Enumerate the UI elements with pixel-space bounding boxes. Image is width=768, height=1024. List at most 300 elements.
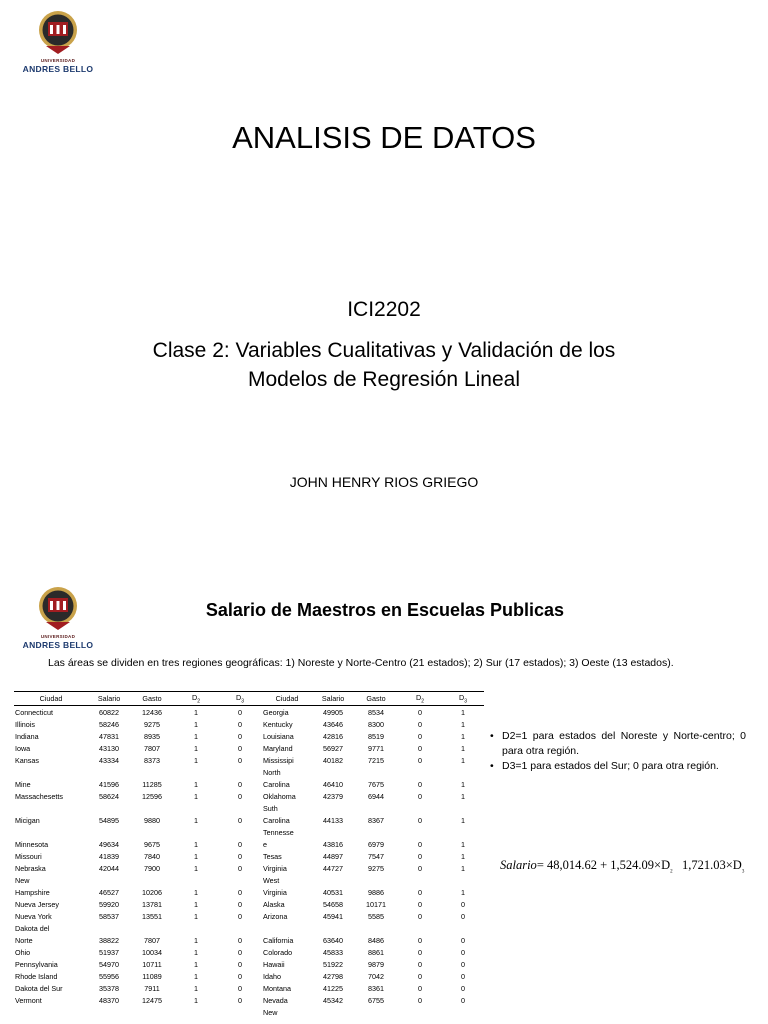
table-cell-value: 0 [418,983,422,993]
table-cell-state: Connecticut [15,707,53,717]
table-cell-value: 46527 [99,887,119,897]
table-cell-value: 8300 [368,719,384,729]
table-cell-value: 43334 [99,755,119,765]
table-cell-value [130,766,174,778]
column-header-label: D [236,693,242,702]
table-cell-value: 45833 [323,947,343,957]
table-cell-value: 8534 [368,707,384,717]
table-row [14,802,484,814]
table-cell-value [354,826,398,838]
column-header [130,692,174,706]
table-cell-value: 1 [461,755,465,765]
table-cell-state: Nueva York [15,911,52,921]
table-cell-value: 1 [194,887,198,897]
table-cell-value [218,922,262,934]
table-cell-value [130,1006,174,1018]
table-cell-value: 0 [418,947,422,957]
table-cell-value [88,874,130,886]
table-row [14,910,484,922]
university-logo [18,584,98,650]
table-cell-value: 10171 [366,899,386,909]
slide-title: Salario de Maestros en Escuelas Publicas [205,600,565,620]
table-cell-value: 41839 [99,851,119,861]
table-cell-value: 6755 [368,995,384,1005]
table-cell-value: 1 [194,839,198,849]
table-row [14,790,484,802]
table-row [14,838,484,850]
table-cell-state: Massachesetts [15,791,63,801]
table-cell-state: Hampshire [15,887,50,897]
table-cell-state: Colorado [263,947,293,957]
table-cell-value: 0 [238,719,242,729]
table-cell-value [442,1006,484,1018]
table-cell-value: 58246 [99,719,119,729]
table-cell-state [14,1006,88,1018]
table-cell-value: 43130 [99,743,119,753]
column-header [174,692,218,706]
table-cell-value: 40182 [323,755,343,765]
table-cell-value: 8519 [368,731,384,741]
table-cell-value: 7675 [368,779,384,789]
intro-text: Las áreas se dividen en tres regiones geográficas: 1) Noreste y Norte-Centro (21 estados); 2) Sur (17 estados); 3) Oeste (13 estados). [48,657,674,669]
university-crest-icon [37,8,79,56]
column-header-label: D [192,693,198,702]
table-cell-value [398,766,442,778]
formula-sub-2: 3 [741,869,745,875]
table-cell-value: 1 [461,851,465,861]
column-header [14,692,88,706]
table-cell-value: 7807 [144,935,160,945]
table-cell-value: 0 [461,911,465,921]
table-cell-value: 0 [238,971,242,981]
subtitle-line-1: Clase 2: Variables Cualitativas y Validación de los [152,339,616,362]
table-cell-state: Indiana [15,731,39,741]
table-cell-value: 9879 [368,959,384,969]
table-cell-state: Nueva Jersey [15,899,59,909]
table-cell-value: 43646 [323,719,343,729]
table-cell-state: Hawaii [263,959,285,969]
table-cell-value [312,766,354,778]
table-cell-value [354,766,398,778]
presentation-title: ANALISIS DE DATOS [232,120,536,155]
table-cell-value: 1 [194,779,198,789]
table-cell-value: 0 [418,839,422,849]
table-cell-value: 41596 [99,779,119,789]
table-cell-value: 0 [461,971,465,981]
table-row [14,982,484,994]
table-cell-value [130,826,174,838]
table-row [14,730,484,742]
table-cell-value: 7215 [368,755,384,765]
table-cell-value: 13551 [142,911,162,921]
table-cell-value: 8361 [368,983,384,993]
table-cell-value [442,826,484,838]
table-cell-value: 11285 [142,779,162,789]
logo-small-text: UNIVERSIDAD [40,634,76,639]
table-cell-value: 0 [418,743,422,753]
table-cell-state: New [263,1007,278,1017]
table-cell-value: 0 [418,731,422,741]
logo-big-text: ANDRES BELLO [22,64,94,74]
table-cell-value [174,922,218,934]
table-cell-value [218,766,262,778]
table-cell-value: 40531 [323,887,343,897]
table-row [14,934,484,946]
table-cell-value [174,874,218,886]
table-cell-state: Tesas [263,851,282,861]
table-cell-value [398,922,442,934]
table-cell-value: 1 [461,719,465,729]
table-cell-value: 0 [418,995,422,1005]
table-cell-value: 7900 [144,863,160,873]
table-cell-value: 1 [461,731,465,741]
table-cell-value: 42044 [99,863,119,873]
table-cell-value: 1 [194,935,198,945]
table-row [14,874,484,886]
table-cell-value: 7042 [368,971,384,981]
table-cell-state: Carolina [263,779,290,789]
table-cell-value [312,826,354,838]
table-cell-value [174,802,218,814]
table-cell-value: 0 [238,863,242,873]
table-cell-state [14,826,88,838]
table-cell-state: Louisiana [263,731,294,741]
table-cell-value: 0 [461,947,465,957]
table-cell-value: 0 [461,935,465,945]
table-cell-value: 0 [238,755,242,765]
column-header [398,692,442,706]
table-cell-state: Norte [15,935,33,945]
table-cell-value: 1 [194,719,198,729]
table-cell-value: 0 [238,791,242,801]
table-cell-state [14,802,88,814]
table-cell-value: 0 [418,935,422,945]
table-cell-value: 1 [461,791,465,801]
table-cell-value: 47831 [99,731,119,741]
table-cell-value: 0 [418,899,422,909]
table-cell-value: 58624 [99,791,119,801]
table-cell-state: Maryland [263,743,293,753]
table-cell-state: Oklahoma [263,791,296,801]
table-cell-value: 0 [418,887,422,897]
formula-lhs: Salario [500,858,537,872]
table-cell-value: 9675 [144,839,160,849]
table-cell-value: 1 [194,911,198,921]
table-cell-state: Dakota del Sur [15,983,63,993]
table-cell-value: 0 [461,983,465,993]
column-header [312,692,354,706]
table-cell-value: 0 [418,863,422,873]
lecture-subtitle [0,336,768,394]
table-cell-value: 59920 [99,899,119,909]
column-header-label: Salario [321,694,345,704]
table-cell-value: 51922 [323,959,343,969]
table-cell-value: 1 [194,995,198,1005]
table-cell-state: Nevada [263,995,288,1005]
table-cell-value: 45342 [323,995,343,1005]
table-cell-value: 8367 [368,815,384,825]
table-cell-state: Virginia [263,863,287,873]
table-cell-value [398,874,442,886]
bullet-d3: • D3=1 para estados del Sur; 0 para otra región. [490,759,746,774]
table-cell-value: 38822 [99,935,119,945]
table-cell-value: 1 [194,863,198,873]
table-cell-value: 0 [238,851,242,861]
table-cell-value: 0 [418,779,422,789]
data-slide [0,570,768,1024]
table-row [14,706,484,719]
table-cell-value: 0 [238,959,242,969]
table-cell-state [14,766,88,778]
table-cell-value: 0 [418,791,422,801]
column-header-label: D [459,693,465,702]
column-header-label: Ciudad [275,694,299,704]
table-cell-value: 9275 [144,719,160,729]
logo-small-text: UNIVERSIDAD [40,58,76,63]
table-cell-state: Idaho [263,971,281,981]
table-row [14,742,484,754]
table-row [14,946,484,958]
table-cell-value: 1 [194,983,198,993]
table-cell-value: 0 [418,911,422,921]
table-cell-value: 0 [238,743,242,753]
logo-big-text: ANDRES BELLO [22,640,94,650]
table-cell-value [88,766,130,778]
table-cell-value: 0 [418,707,422,717]
author-name: JOHN HENRY RIOS GRIEGO [289,474,479,490]
table-cell-value [174,826,218,838]
table-cell-value [354,802,398,814]
table-cell-state: West [263,875,280,885]
column-header [354,692,398,706]
table-header-row [14,692,484,706]
table-cell-value [88,802,130,814]
table-cell-value: 6979 [368,839,384,849]
table-cell-state: Pennsylvania [15,959,58,969]
table-cell-value: 0 [418,815,422,825]
table-cell-state: Vermont [15,995,42,1005]
table-cell-state: Mine [15,779,31,789]
table-cell-state: Iowa [15,743,31,753]
table-cell-state: Kansas [15,755,39,765]
table-cell-state: Alaska [263,899,285,909]
table-cell-value: 35378 [99,983,119,993]
table-cell-value [312,874,354,886]
column-header [88,692,130,706]
column-header [442,692,484,706]
table-cell-value: 1 [461,743,465,753]
table-cell-value: 48370 [99,995,119,1005]
table-cell-value: 6944 [368,791,384,801]
table-cell-value: 12596 [142,791,162,801]
table-cell-state [262,922,312,934]
table-cell-state: Ohio [15,947,31,957]
table-cell-value: 63640 [323,935,343,945]
column-header-label: Salario [97,694,121,704]
table-cell-value: 0 [238,779,242,789]
table-cell-state: Montana [263,983,291,993]
formula-terms: = 48,014.62 + 1,524.09×D [536,858,671,872]
table-row [14,778,484,790]
table-row [14,994,484,1006]
table-cell-value: 49634 [99,839,119,849]
table-cell-state: Virginia [263,887,287,897]
table-cell-value: 42816 [323,731,343,741]
table-cell-value: 9880 [144,815,160,825]
table-row [14,718,484,730]
table-cell-value: 7911 [144,983,160,993]
table-cell-value: 54658 [323,899,343,909]
table-cell-value: 1 [194,971,198,981]
regression-formula [500,858,762,875]
table-row [14,898,484,910]
table-cell-value: 13781 [142,899,162,909]
table-cell-value: 1 [461,815,465,825]
table-row [14,970,484,982]
table-row [14,814,484,826]
table-cell-value: 7807 [144,743,160,753]
university-logo [18,8,98,74]
table-cell-value: 12475 [142,995,162,1005]
table-cell-state: Georgia [263,707,289,717]
table-cell-value [88,826,130,838]
table-cell-value: 8373 [144,755,160,765]
table-cell-state: Micigan [15,815,40,825]
column-header-subscript: 3 [464,698,467,705]
table-cell-value: 10206 [142,887,162,897]
table-cell-value: 9275 [368,863,384,873]
university-crest-icon [37,584,79,632]
table-cell-state: Kentucky [263,719,293,729]
table-cell-value: 1 [461,839,465,849]
table-cell-value: 0 [238,815,242,825]
table-cell-value: 1 [194,959,198,969]
table-cell-value: 0 [461,959,465,969]
table-cell-state: Illinois [15,719,35,729]
table-cell-value: 1 [194,755,198,765]
table-cell-value: 41225 [323,983,343,993]
table-cell-value: 9771 [368,743,384,753]
table-cell-state: Carolina [263,815,290,825]
table-cell-state: California [263,935,294,945]
table-cell-value: 46410 [323,779,343,789]
table-cell-value: 54970 [99,959,119,969]
column-header-subscript: 3 [241,698,244,705]
table-cell-value: 12436 [142,707,162,717]
table-cell-value: 42798 [323,971,343,981]
table-cell-value: 0 [418,719,422,729]
table-row [14,1006,484,1018]
table-cell-state: Arizona [263,911,288,921]
table-cell-value [398,1006,442,1018]
bullet-d2: • D2=1 para estados del Noreste y Norte-centro; 0 para otra región. [490,729,746,759]
table-row [14,850,484,862]
table-cell-value: 8486 [368,935,384,945]
table-cell-state: Missouri [15,851,42,861]
table-row [14,754,484,766]
table-cell-value: 5585 [368,911,384,921]
table-cell-value: 0 [238,731,242,741]
table-row [14,826,484,838]
table-cell-value: 0 [238,995,242,1005]
table-cell-state: Nebraska [15,863,46,873]
table-cell-value: 1 [194,851,198,861]
table-cell-value [218,802,262,814]
table-cell-value: 9886 [368,887,384,897]
table-cell-value: 0 [238,935,242,945]
table-cell-value [442,874,484,886]
column-header-label: Gasto [366,694,386,704]
table-cell-value: 0 [418,959,422,969]
table-row [14,862,484,874]
table-cell-value [442,922,484,934]
table-cell-value: 0 [461,995,465,1005]
table-row [14,886,484,898]
table-cell-state: New [15,875,30,885]
table-cell-value: 7840 [144,851,160,861]
table-cell-state: Minnesota [15,839,49,849]
table-cell-value [312,802,354,814]
table-cell-value: 56927 [323,743,343,753]
table-cell-state: Dakota del [15,923,50,933]
table-cell-value: 43816 [323,839,343,849]
table-cell-value: 0 [418,851,422,861]
table-cell-value [442,802,484,814]
table-cell-value: 8861 [368,947,384,957]
table-cell-value [88,922,130,934]
table-cell-value: 51937 [99,947,119,957]
table-cell-value [174,1006,218,1018]
table-cell-value: 0 [418,755,422,765]
table-cell-value: 1 [194,815,198,825]
column-header [218,692,262,706]
column-header-subscript: 2 [421,698,424,705]
table-cell-value [398,826,442,838]
table-cell-value [354,874,398,886]
table-cell-value: 7547 [368,851,384,861]
table-row [14,766,484,778]
table-cell-value [218,1006,262,1018]
table-cell-value: 0 [238,983,242,993]
column-header-label: Gasto [142,694,162,704]
table-cell-value: 49905 [323,707,343,717]
table-cell-value [398,802,442,814]
table-cell-value: 0 [418,971,422,981]
table-cell-value [174,766,218,778]
table-cell-value [312,1006,354,1018]
subtitle-line-2: Modelos de Regresión Lineal [247,368,520,391]
table-cell-value: 10034 [142,947,162,957]
table-cell-value [130,922,174,934]
table-cell-value [218,826,262,838]
table-row [14,958,484,970]
table-cell-value: 1 [194,731,198,741]
table-cell-value: 45941 [323,911,343,921]
table-cell-state: Rhode Island [15,971,58,981]
table-cell-value [130,802,174,814]
table-cell-value: 1 [461,887,465,897]
table-cell-value: 0 [238,887,242,897]
table-cell-value: 1 [194,899,198,909]
column-header-label: D [416,693,422,702]
table-cell-value: 0 [461,899,465,909]
table-cell-value: 1 [194,947,198,957]
table-cell-state: North [263,767,281,777]
table-cell-value [312,922,354,934]
table-cell-value: 0 [238,707,242,717]
column-header-label: Ciudad [39,694,63,704]
table-cell-value: 8935 [144,731,160,741]
